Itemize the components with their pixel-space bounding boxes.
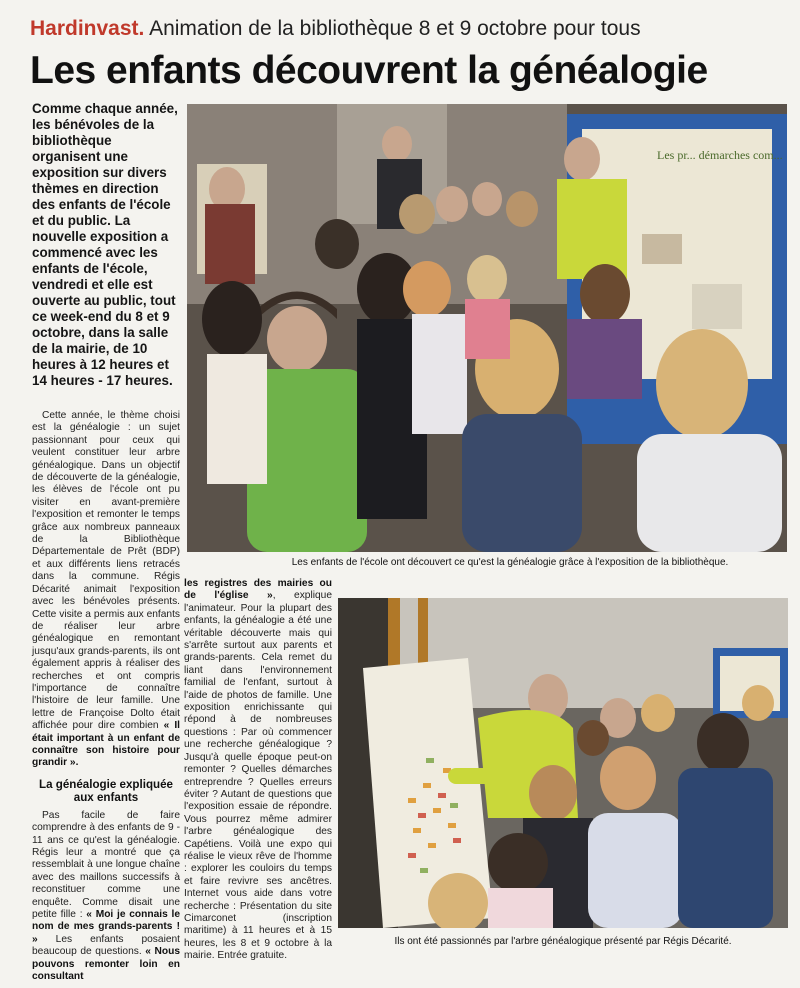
paragraph-theme bbox=[32, 410, 180, 770]
photo1-caption: Les enfants de l'école ont découvert ce qu'est la généalogie grâce à l'exposition de la bibliothèque. bbox=[291, 557, 729, 568]
poster-title: Les pr... démarches com... bbox=[657, 148, 783, 162]
paragraph-explained-text-2: Les enfants posaient beaucoup de questions. bbox=[32, 933, 180, 958]
photo-exhibition-visit bbox=[187, 104, 787, 552]
place-name: Hardinvast. bbox=[30, 17, 145, 40]
photo2-caption: Ils ont été passionnés par l'arbre généalogique présenté par Régis Décarité. bbox=[394, 936, 732, 947]
paragraph-continued-text: , explique l'animateur. Pour la plupart des enfants, la généalogie a été une véritable découverte mais qui s'arrête surtout aux parents et grands-parents. Cela remet du liant dans l'environnement familial de l'enfant, surtout à l'aide de photos de famille. Une exposition enrichissante qui répond à de nombreuses questions : Par où commencer une recherche généalogique ? Jusqu'à quelle époque peut-on remonter ? Quelles démarches entreprendre ? Quelles erreurs éviter ? Autant de questions que l'exposition essaie de répondre. Vous pourrez même admirer l'arbre généalogique des Capétiens. Voilà une expo qui réalise le vieux rêve de l'homme : explorer les couloirs du temps et faire revivre ses ancêtres. Internet vous aide dans votre recherche : Présentation du site Cimarconet (inscription maritime) à 11 heures et à 15 heures, les 8 et 9 octobre à la mairie. Entrée gratuite. bbox=[184, 590, 332, 962]
question-quote: « Nous pouvons remonter loin en consultant bbox=[32, 946, 180, 983]
dolto-quote: « Il était important à un enfant de connaître son histoire pour grandir ». bbox=[32, 720, 180, 769]
photo2-illustration bbox=[338, 598, 788, 928]
paragraph-explained bbox=[32, 810, 180, 984]
paragraph-continued bbox=[184, 578, 332, 963]
body-column-1 bbox=[32, 410, 180, 985]
photo1-illustration bbox=[187, 104, 787, 552]
photo-family-tree bbox=[338, 598, 788, 928]
girl-quote: « Moi je connais le nom de mes grands-parents ! » bbox=[32, 909, 180, 945]
kicker-text: Animation de la bibliothèque 8 et 9 octobre pour tous bbox=[149, 17, 641, 40]
headline: Les enfants découvrent la généalogie bbox=[30, 49, 708, 92]
paragraph-theme-text: Cette année, le thème choisi est la généalogie : un sujet passionnant pour ceux qui veulent constituer leur arbre généalogique. Dans un objectif de découverte de la généalogie, les élèves de l'école ont pu visiter en avant-première l'exposition et remonter le temps grâce aux nombreux panneaux de la Bibliothèque Départementale de Prêt (BDP) et aux différents liens retracés dans la commune. Régis Décarité animait l'exposition avec les bénévoles présents. Cette visite a permis aux enfants de réaliser leur arbre généalogique en remontant jusqu'aux grands-parents, ils ont également appris à réaliser des recherches et ont compris l'importance de connaître l'histoire de leur famille. Une lettre de Françoise Dolto était affichée pour dire combien bbox=[32, 410, 180, 732]
registers-quote: les registres des mairies ou de l'église » bbox=[184, 578, 332, 602]
body-column-2 bbox=[184, 578, 332, 965]
paragraph-explained-text: Pas facile de faire comprendre à des enfants de 9 - 11 ans ce qu'est la généalogie. Régis leur a montré que ça ressemblait à une longue chaîne avec des maillons successifs à reconstituer comme une enquête. Comme disait une petite fille : bbox=[32, 809, 180, 921]
lead-paragraph: Comme chaque année, les bénévoles de la bibliothèque organisent une exposition sur divers thèmes en direction des enfants de l'école et du public. La nouvelle exposition a commencé avec les enfants de l'école, vendredi et elle est ouverte au public, tout ce week-end du 8 et 9 octobre, dans la salle de la mairie, de 10 heures à 12 heures et 14 heures - 17 heures. bbox=[32, 101, 178, 388]
kicker-line bbox=[30, 16, 790, 42]
subheading: La généalogie expliquée aux enfants bbox=[38, 777, 173, 804]
